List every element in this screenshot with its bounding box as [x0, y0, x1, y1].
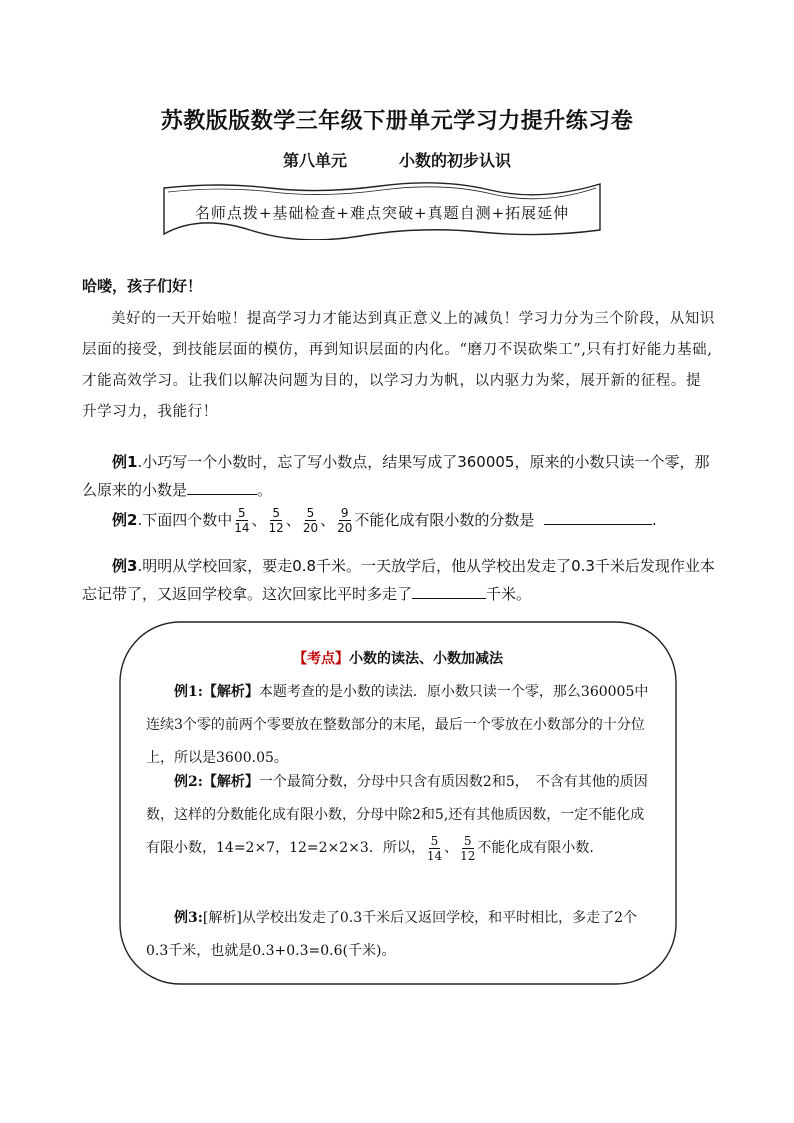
example-2-end: .: [651, 511, 657, 529]
separator: 、: [251, 511, 267, 529]
analysis-1-lead: 例1:【解析】: [174, 684, 259, 700]
separator: 、: [285, 511, 301, 529]
example-1: [82, 448, 716, 504]
fraction-numerator: 5: [238, 506, 246, 520]
key-point-tag: 【考点】: [293, 651, 349, 667]
unit-label: 第八单元: [282, 151, 347, 170]
unit-topic: 小数的初步认识: [399, 151, 512, 170]
greeting: 哈喽，孩子们好！: [82, 277, 203, 295]
analysis-3: [146, 902, 656, 968]
example-2-after: 不能化成有限小数的分数是: [354, 511, 535, 529]
example-2-label: 例2: [112, 511, 138, 529]
example-2-before: .下面四个数中: [137, 511, 233, 529]
example-3-text: .明明从学校回家，要走0.8千米。一天放学后，他从学校出发走了0.3千米后发现作业本忘记带了，又返回学校拿。这次回家比平时多走了: [82, 557, 715, 603]
page-title: 苏教版版数学三年级下册单元学习力提升练习卷: [160, 109, 634, 134]
analysis-1-text: 本题考查的是小数的读法．原小数只读一个零，那么360005中连续3个零的前两个零要放在整数部分的末尾，最后一个零放在小数部分的十分位上，所以是3600.05。: [146, 684, 649, 766]
analysis-2-lead: 例2:【解析】: [174, 774, 259, 790]
fraction: [337, 506, 352, 535]
example-3: [82, 552, 716, 608]
answer-blank-1[interactable]: [187, 478, 257, 495]
analysis-2: [146, 766, 656, 865]
fraction-denominator: 20: [337, 521, 353, 535]
analysis-2-end: 不能化成有限小数．: [477, 840, 604, 856]
fraction: [427, 834, 442, 863]
fraction-denominator: 12: [268, 521, 284, 535]
fraction-numerator: 5: [430, 833, 439, 848]
banner-text: 名师点拨+基础检查+难点突破+真题自测+拓展延伸: [194, 204, 570, 222]
unit-subtitle: [0, 148, 794, 171]
fraction-denominator: 14: [426, 848, 443, 863]
fraction: [460, 834, 475, 863]
answer-blank-2[interactable]: [544, 508, 652, 525]
key-point: [118, 648, 678, 668]
answer-blank-3[interactable]: [412, 582, 486, 599]
fraction: [269, 506, 284, 535]
example-1-end: 。: [257, 481, 273, 499]
key-point-text: 小数的读法、小数加减法: [349, 651, 503, 667]
fraction: [303, 506, 318, 535]
fraction-denominator: 20: [302, 521, 319, 535]
separator: 、: [444, 840, 459, 856]
fraction-denominator: 14: [234, 521, 250, 535]
analysis-2-text: 一个最简分数，分母中只含有质因数2和5， 不含有其他的质因数，这样的分数能化成有限小数，分母中除2和5,还有其他质因数，一定不能化成有限小数，14=2×7，12=2×2×3．所以，: [146, 774, 648, 856]
fraction-numerator: 5: [463, 833, 472, 848]
intro-paragraph: 美好的一天开始啦！提高学习力才能达到真正意义上的减负！学习力分为三个阶段，从知识层面的接受，到技能层面的模仿，再到知识层面的内化。“磨刀不误砍柴工”,只有打好能力基础,才能高效学习。让我们以解决问题为目的，以学习力为帆，以内驱力为桨，展开新的征程。提升学习力，我能行！: [82, 311, 715, 420]
fraction-numerator: 5: [306, 506, 315, 520]
fraction-denominator: 12: [460, 848, 476, 863]
fraction-numerator: 5: [272, 506, 280, 520]
analysis-1: [146, 676, 656, 775]
analysis-3-lead: 例3:: [174, 910, 203, 926]
fraction: [234, 506, 249, 535]
separator: 、: [320, 511, 336, 529]
example-2: [82, 506, 716, 535]
example-3-unit: 千米。: [486, 585, 532, 603]
example-1-text: .小巧写一个小数时，忘了写小数点，结果写成了360005，原来的小数只读一个零，那么原来的小数是: [82, 453, 710, 499]
analysis-3-text: [解析]从学校出发走了0.3千米后又返回学校，和平时相比，多走了2个0.3千米，也就是0.3+0.3=0.6(千米)。: [146, 910, 638, 959]
fraction-numerator: 9: [340, 506, 349, 520]
example-3-label: 例3: [112, 557, 138, 575]
example-1-label: 例1: [112, 453, 138, 471]
